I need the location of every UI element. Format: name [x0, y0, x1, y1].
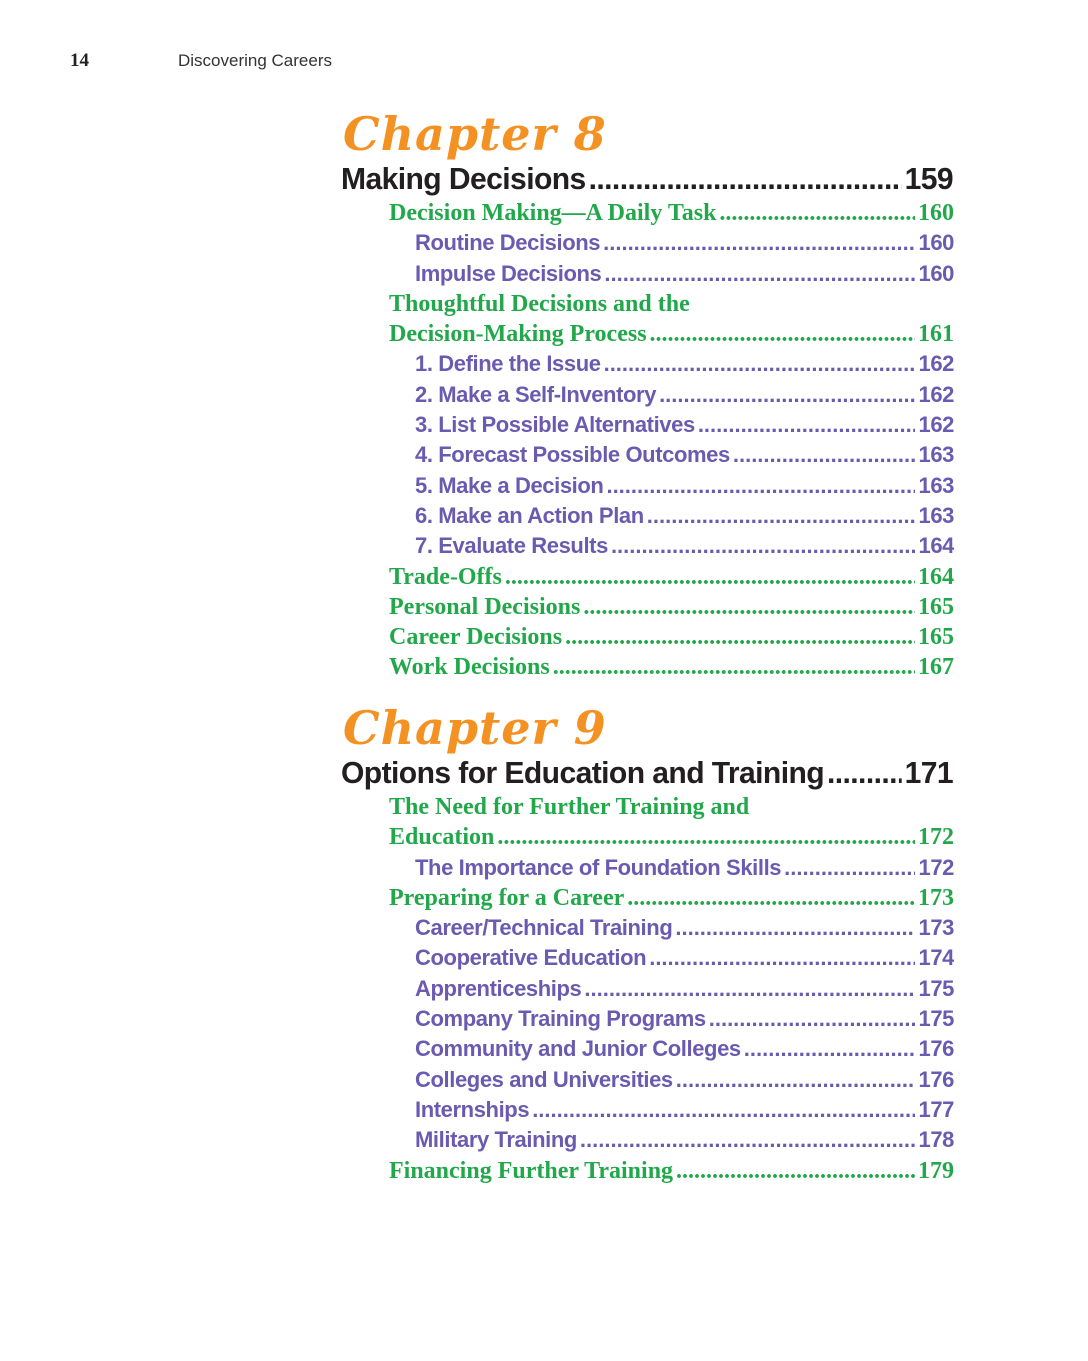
page-number: 14	[70, 50, 89, 71]
toc-page-number: 174	[918, 945, 954, 971]
dot-leader	[733, 440, 916, 470]
toc-entry-label: Internships	[415, 1096, 530, 1122]
toc-entry-label: Preparing for a Career	[389, 884, 625, 911]
dot-leader	[698, 410, 916, 440]
toc-entry-label: Trade-Offs	[389, 563, 502, 590]
toc-entry-label: Career Decisions	[389, 624, 563, 651]
dot-leader	[580, 1125, 916, 1155]
toc-entry-label: Financing Further Training	[389, 1157, 674, 1184]
section-entry[interactable]	[389, 652, 954, 682]
dot-leader	[676, 1065, 916, 1095]
dot-leader	[650, 319, 915, 349]
dot-leader	[505, 562, 915, 592]
dot-leader	[676, 1156, 915, 1186]
toc-page-number: 160	[918, 200, 954, 226]
toc-entry-label: Apprenticeships	[415, 975, 582, 1001]
toc-entry-label: Making Decisions	[341, 161, 586, 196]
toc-page-number: 172	[918, 854, 954, 880]
chapter-label: Chapter 9	[343, 701, 607, 755]
toc-entry-label: Career/Technical Training	[415, 915, 673, 941]
toc-page-number: 163	[918, 472, 954, 498]
subsection-entry[interactable]	[415, 501, 954, 531]
section-entry[interactable]	[389, 1156, 954, 1186]
chapter-title-entry[interactable]	[341, 754, 953, 792]
toc-entry-label: 6. Make an Action Plan	[415, 502, 644, 528]
toc-page-number: 177	[918, 1096, 954, 1122]
toc-page-number: 163	[918, 442, 954, 468]
toc-page-number: 164	[918, 533, 954, 559]
toc-entry-label: Options for Education and Training	[341, 755, 825, 790]
subsection-entry[interactable]	[415, 1095, 954, 1125]
dot-leader	[589, 160, 902, 198]
toc-entry-label: Education	[389, 824, 495, 851]
section-entry-line1[interactable]: Thoughtful Decisions and the	[389, 290, 690, 317]
subsection-entry[interactable]	[415, 471, 954, 501]
dot-leader	[675, 913, 915, 943]
toc-entry-label: 2. Make a Self-Inventory	[415, 381, 657, 407]
dot-leader	[606, 471, 915, 501]
toc-page-number: 164	[918, 563, 954, 590]
toc-entry-label: Work Decisions	[389, 654, 550, 681]
toc-entry-label: Decision-Making Process	[389, 321, 647, 348]
subsection-entry[interactable]	[415, 943, 954, 973]
subsection-entry[interactable]	[415, 349, 954, 379]
toc-entry-label: Decision Making—A Daily Task	[389, 200, 717, 226]
dot-leader	[603, 228, 915, 258]
section-entry[interactable]	[389, 822, 954, 852]
chapter-label: Chapter 8	[343, 107, 607, 161]
toc-page-number: 176	[918, 1066, 954, 1092]
dot-leader	[604, 349, 916, 379]
toc-page-number: 176	[918, 1036, 954, 1062]
toc-entry-label: 7. Evaluate Results	[415, 533, 608, 559]
toc-entry-label: Community and Junior Colleges	[415, 1036, 741, 1062]
toc-entry-label: 5. Make a Decision	[415, 472, 604, 498]
dot-leader	[649, 943, 915, 973]
dot-leader	[827, 754, 902, 792]
dot-leader	[719, 198, 915, 228]
toc-page-number: 179	[918, 1157, 954, 1184]
toc-entry-label: 1. Define the Issue	[415, 351, 601, 377]
section-entry-line1[interactable]: The Need for Further Training and	[389, 794, 750, 820]
subsection-entry[interactable]	[415, 259, 954, 289]
toc-page-number: 173	[918, 884, 954, 911]
toc-entry-label: Colleges and Universities	[415, 1066, 673, 1092]
toc-page-number: 165	[918, 624, 954, 651]
dot-leader	[659, 380, 915, 410]
toc-page-number: 162	[918, 412, 954, 438]
toc-page-number: 167	[918, 654, 954, 681]
dot-leader	[565, 622, 915, 652]
dot-leader	[532, 1095, 915, 1125]
subsection-entry[interactable]	[415, 440, 954, 470]
toc-entry-label: Routine Decisions	[415, 230, 601, 256]
dot-leader	[784, 853, 915, 883]
toc-page-number: 160	[918, 230, 954, 256]
section-entry[interactable]	[389, 562, 954, 592]
toc-entry-label: Military Training	[415, 1127, 577, 1153]
toc-entry-label: Company Training Programs	[415, 1006, 706, 1032]
subsection-entry[interactable]	[415, 1065, 954, 1095]
section-entry[interactable]	[389, 592, 954, 622]
section-entry[interactable]	[389, 622, 954, 652]
dot-leader	[583, 592, 915, 622]
toc-page-number: 160	[918, 260, 954, 286]
toc-entry-label: Personal Decisions	[389, 593, 581, 620]
section-entry[interactable]	[389, 319, 954, 349]
toc-page-number: 162	[918, 351, 954, 377]
subsection-entry[interactable]	[415, 410, 954, 440]
subsection-entry[interactable]	[415, 531, 954, 561]
subsection-entry[interactable]	[415, 228, 954, 258]
section-entry[interactable]	[389, 883, 954, 913]
toc-page-number: 173	[918, 915, 954, 941]
dot-leader	[709, 1004, 916, 1034]
subsection-entry[interactable]	[415, 1004, 954, 1034]
toc-page-number: 163	[918, 502, 954, 528]
section-entry[interactable]	[389, 198, 954, 228]
subsection-entry[interactable]	[415, 853, 954, 883]
dot-leader	[744, 1034, 916, 1064]
toc-page-number: 162	[918, 381, 954, 407]
subsection-entry[interactable]	[415, 1125, 954, 1155]
subsection-entry[interactable]	[415, 974, 954, 1004]
dot-leader	[647, 501, 916, 531]
dot-leader	[497, 822, 915, 852]
dot-leader	[627, 883, 915, 913]
toc-entry-label: The Importance of Foundation Skills	[415, 854, 782, 880]
toc-page-number: 159	[904, 161, 954, 196]
chapter-8-toc	[341, 108, 954, 683]
dot-leader	[611, 531, 916, 561]
dot-leader	[584, 974, 915, 1004]
toc-page-number: 165	[918, 593, 954, 620]
toc-page-number: 172	[918, 824, 954, 851]
toc-entry-label: Impulse Decisions	[415, 260, 602, 286]
chapter-title-entry[interactable]	[341, 160, 953, 198]
subsection-entry[interactable]	[415, 380, 954, 410]
toc-page-number: 171	[904, 755, 954, 790]
toc-page-number: 161	[918, 321, 954, 348]
book-title: Discovering Careers	[178, 51, 332, 70]
subsection-entry[interactable]	[415, 1034, 954, 1064]
chapter-9-toc	[341, 702, 954, 1186]
toc-page-number: 175	[918, 975, 954, 1001]
subsection-entry[interactable]	[415, 913, 954, 943]
dot-leader	[553, 652, 915, 682]
toc-entry-label: Cooperative Education	[415, 945, 647, 971]
toc-page-number: 178	[918, 1127, 954, 1153]
toc-entry-label: 3. List Possible Alternatives	[415, 412, 695, 438]
toc-entry-label: 4. Forecast Possible Outcomes	[415, 442, 730, 468]
dot-leader	[604, 259, 915, 289]
toc-page-number: 175	[918, 1006, 954, 1032]
